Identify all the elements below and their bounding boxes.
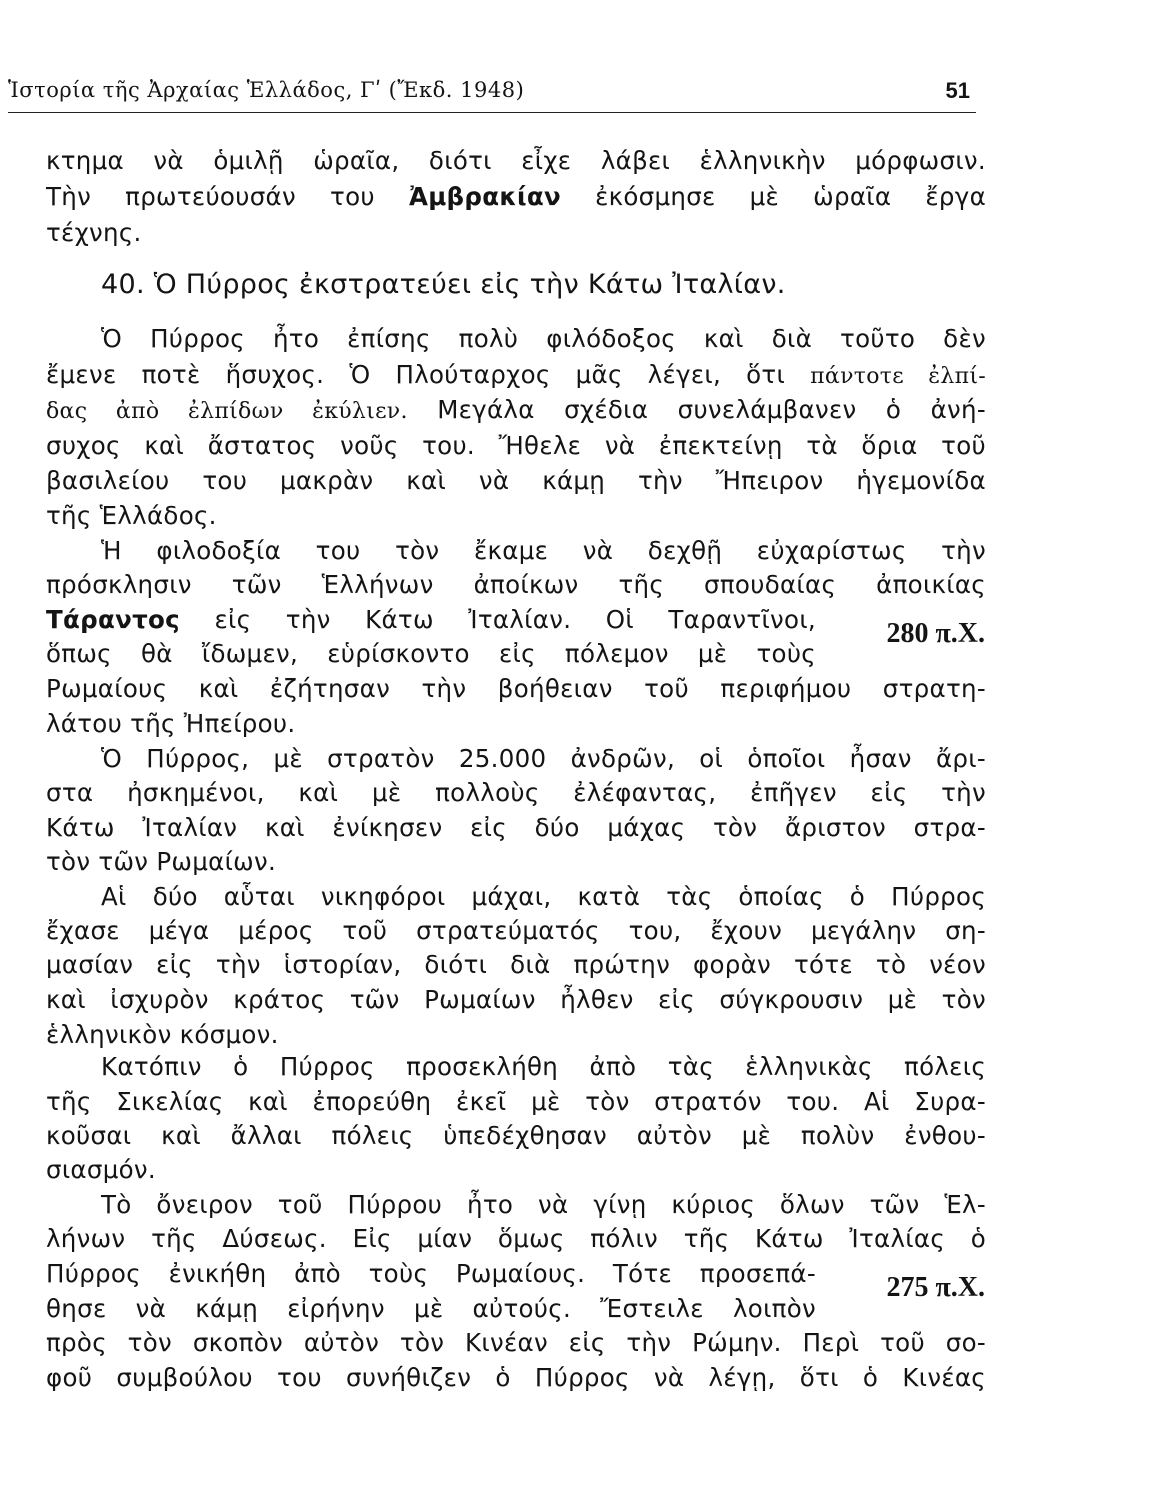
text-line: ἔχασε μέγα μέρος τοῦ στρατεύματός του, ἔχουν μεγάλην ση- — [46, 916, 986, 945]
text-line: Κάτω Ἰταλίαν καὶ ἐνίκησεν εἰς δύο μάχας τὸν ἄριστον στρα- — [46, 813, 986, 842]
page-number: 51 — [945, 78, 970, 103]
emphasis-ambrakia: Ἀμβρακίαν — [408, 182, 562, 211]
text-line: Ὁ Πύρρος ἦτο ἐπίσης πολὺ φιλόδοξος καὶ διὰ τοῦτο δὲν — [101, 324, 986, 353]
text-line: βασιλείου του μακρὰν καὶ νὰ κάμῃ τὴν Ἤπειρον ἡγεμονίδα — [46, 466, 986, 495]
text-line: Τάραντος εἰς τὴν Κάτω Ἰταλίαν. Οἱ Ταραντῖνοι, — [46, 605, 816, 634]
text-line: τῆς Ἑλλάδος. — [46, 501, 217, 530]
text-line: ὅπως θὰ ἴδωμεν, εὑρίσκοντο εἰς πόλεμον μὲ τοὺς — [46, 639, 816, 668]
text-line: κτημα νὰ ὁμιλῇ ὡραῖα, διότι εἶχε λάβει ἑλληνικὴν μόρφωσιν. — [46, 146, 986, 175]
quotation: πάντοτε ἐλπί- — [810, 364, 986, 389]
section-heading: 40. Ὁ Πύρρος ἐκστρατεύει εἰς τὴν Κάτω Ἰταλίαν. — [101, 269, 786, 300]
text-line: λήνων τῆς Δύσεως. Εἰς μίαν ὅμως πόλιν τῆς Κάτω Ἰταλίας ὁ — [46, 1224, 986, 1253]
text-line: λάτου τῆς Ἠπείρου. — [46, 709, 296, 738]
text-line: θησε νὰ κάμῃ εἰρήνην μὲ αὐτούς. Ἔστειλε λοιπὸν — [46, 1294, 816, 1323]
text-line: μασίαν εἰς τὴν ἱστορίαν, διότι διὰ πρώτην φορὰν τότε τὸ νέον — [46, 950, 986, 979]
text-line: Αἱ δύο αὗται νικηφόροι μάχαι, κατὰ τὰς ὁποίας ὁ Πύρρος — [101, 882, 986, 911]
text-line: ἑλληνικὸν κόσμον. — [46, 1020, 279, 1049]
text-line: Τὴν πρωτεύουσάν του Ἀμβρακίαν ἐκόσμησε μὲ ὡραῖα ἔργα — [46, 182, 987, 211]
text-line: Πύρρος ἐνικήθη ἀπὸ τοὺς Ρωμαίους. Τότε προσεπά- — [46, 1259, 816, 1288]
text-line: κοῦσαι καὶ ἄλλαι πόλεις ὑπεδέχθησαν αὐτὸν μὲ πολὺν ἐνθου- — [46, 1121, 986, 1150]
running-header — [8, 76, 976, 113]
margin-date-275: 275 π.Χ. — [886, 1272, 985, 1303]
text-line: τέχνης. — [46, 218, 142, 247]
text-line: ἔμενε ποτὲ ἥσυχος. Ὁ Πλούταρχος μᾶς λέγει, ὅτι πάντοτε ἐλπί- — [46, 360, 986, 389]
text-line: Ρωμαίους καὶ ἐζήτησαν τὴν βοήθειαν τοῦ περιφήμου στρατη- — [46, 674, 986, 703]
text-line: στα ἠσκημένοι, καὶ μὲ πολλοὺς ἐλέφαντας, ἐπῆγεν εἰς τὴν — [46, 778, 986, 807]
text-line: συχος καὶ ἄστατος νοῦς του. Ἤθελε νὰ ἐπεκτείνῃ τὰ ὅρια τοῦ — [46, 431, 986, 460]
header-title: Ἱστορία τῆς Ἀρχαίας Ἑλλάδος, Γʹ (Ἔκδ. 1948) — [8, 78, 525, 102]
text-line: Κατόπιν ὁ Πύρρος προσεκλήθη ἀπὸ τὰς ἑλληνικὰς πόλεις — [101, 1052, 986, 1081]
text-line: πρὸς τὸν σκοπὸν αὐτὸν τὸν Κινέαν εἰς τὴν Ρώμην. Περὶ τοῦ σο- — [46, 1328, 986, 1357]
margin-date-280: 280 π.Χ. — [886, 618, 985, 649]
quotation: δας ἀπὸ ἐλπίδων ἐκύλιεν. — [46, 399, 408, 424]
text-line: τὸν τῶν Ρωμαίων. — [46, 847, 277, 876]
text-line: Ὁ Πύρρος, μὲ στρατὸν 25.000 ἀνδρῶν, οἱ ὁποῖοι ἦσαν ἄρι- — [101, 744, 986, 773]
text-line: δας ἀπὸ ἐλπίδων ἐκύλιεν. Μεγάλα σχέδια συνελάμβανεν ὁ ἀνή- — [46, 395, 986, 424]
text-line: σιασμόν. — [46, 1155, 156, 1184]
text-line: Ἡ φιλοδοξία του τὸν ἔκαμε νὰ δεχθῇ εὐχαρίστως τὴν — [101, 536, 986, 565]
text-line: καὶ ἰσχυρὸν κράτος τῶν Ρωμαίων ἦλθεν εἰς σύγκρουσιν μὲ τὸν — [46, 985, 986, 1014]
text-line: πρόσκλησιν τῶν Ἑλλήνων ἀποίκων τῆς σπουδαίας ἀποικίας — [46, 570, 986, 599]
emphasis-tarantos: Τάραντος — [46, 605, 180, 634]
text-line: Τὸ ὄνειρον τοῦ Πύρρου ἦτο νὰ γίνῃ κύριος ὅλων τῶν Ἑλ- — [101, 1190, 986, 1219]
text-line: τῆς Σικελίας καὶ ἐπορεύθη ἐκεῖ μὲ τὸν στρατόν του. Αἱ Συρα- — [46, 1087, 986, 1116]
text-line: φοῦ συμβούλου του συνήθιζεν ὁ Πύρρος νὰ λέγῃ, ὅτι ὁ Κινέας — [46, 1363, 986, 1392]
